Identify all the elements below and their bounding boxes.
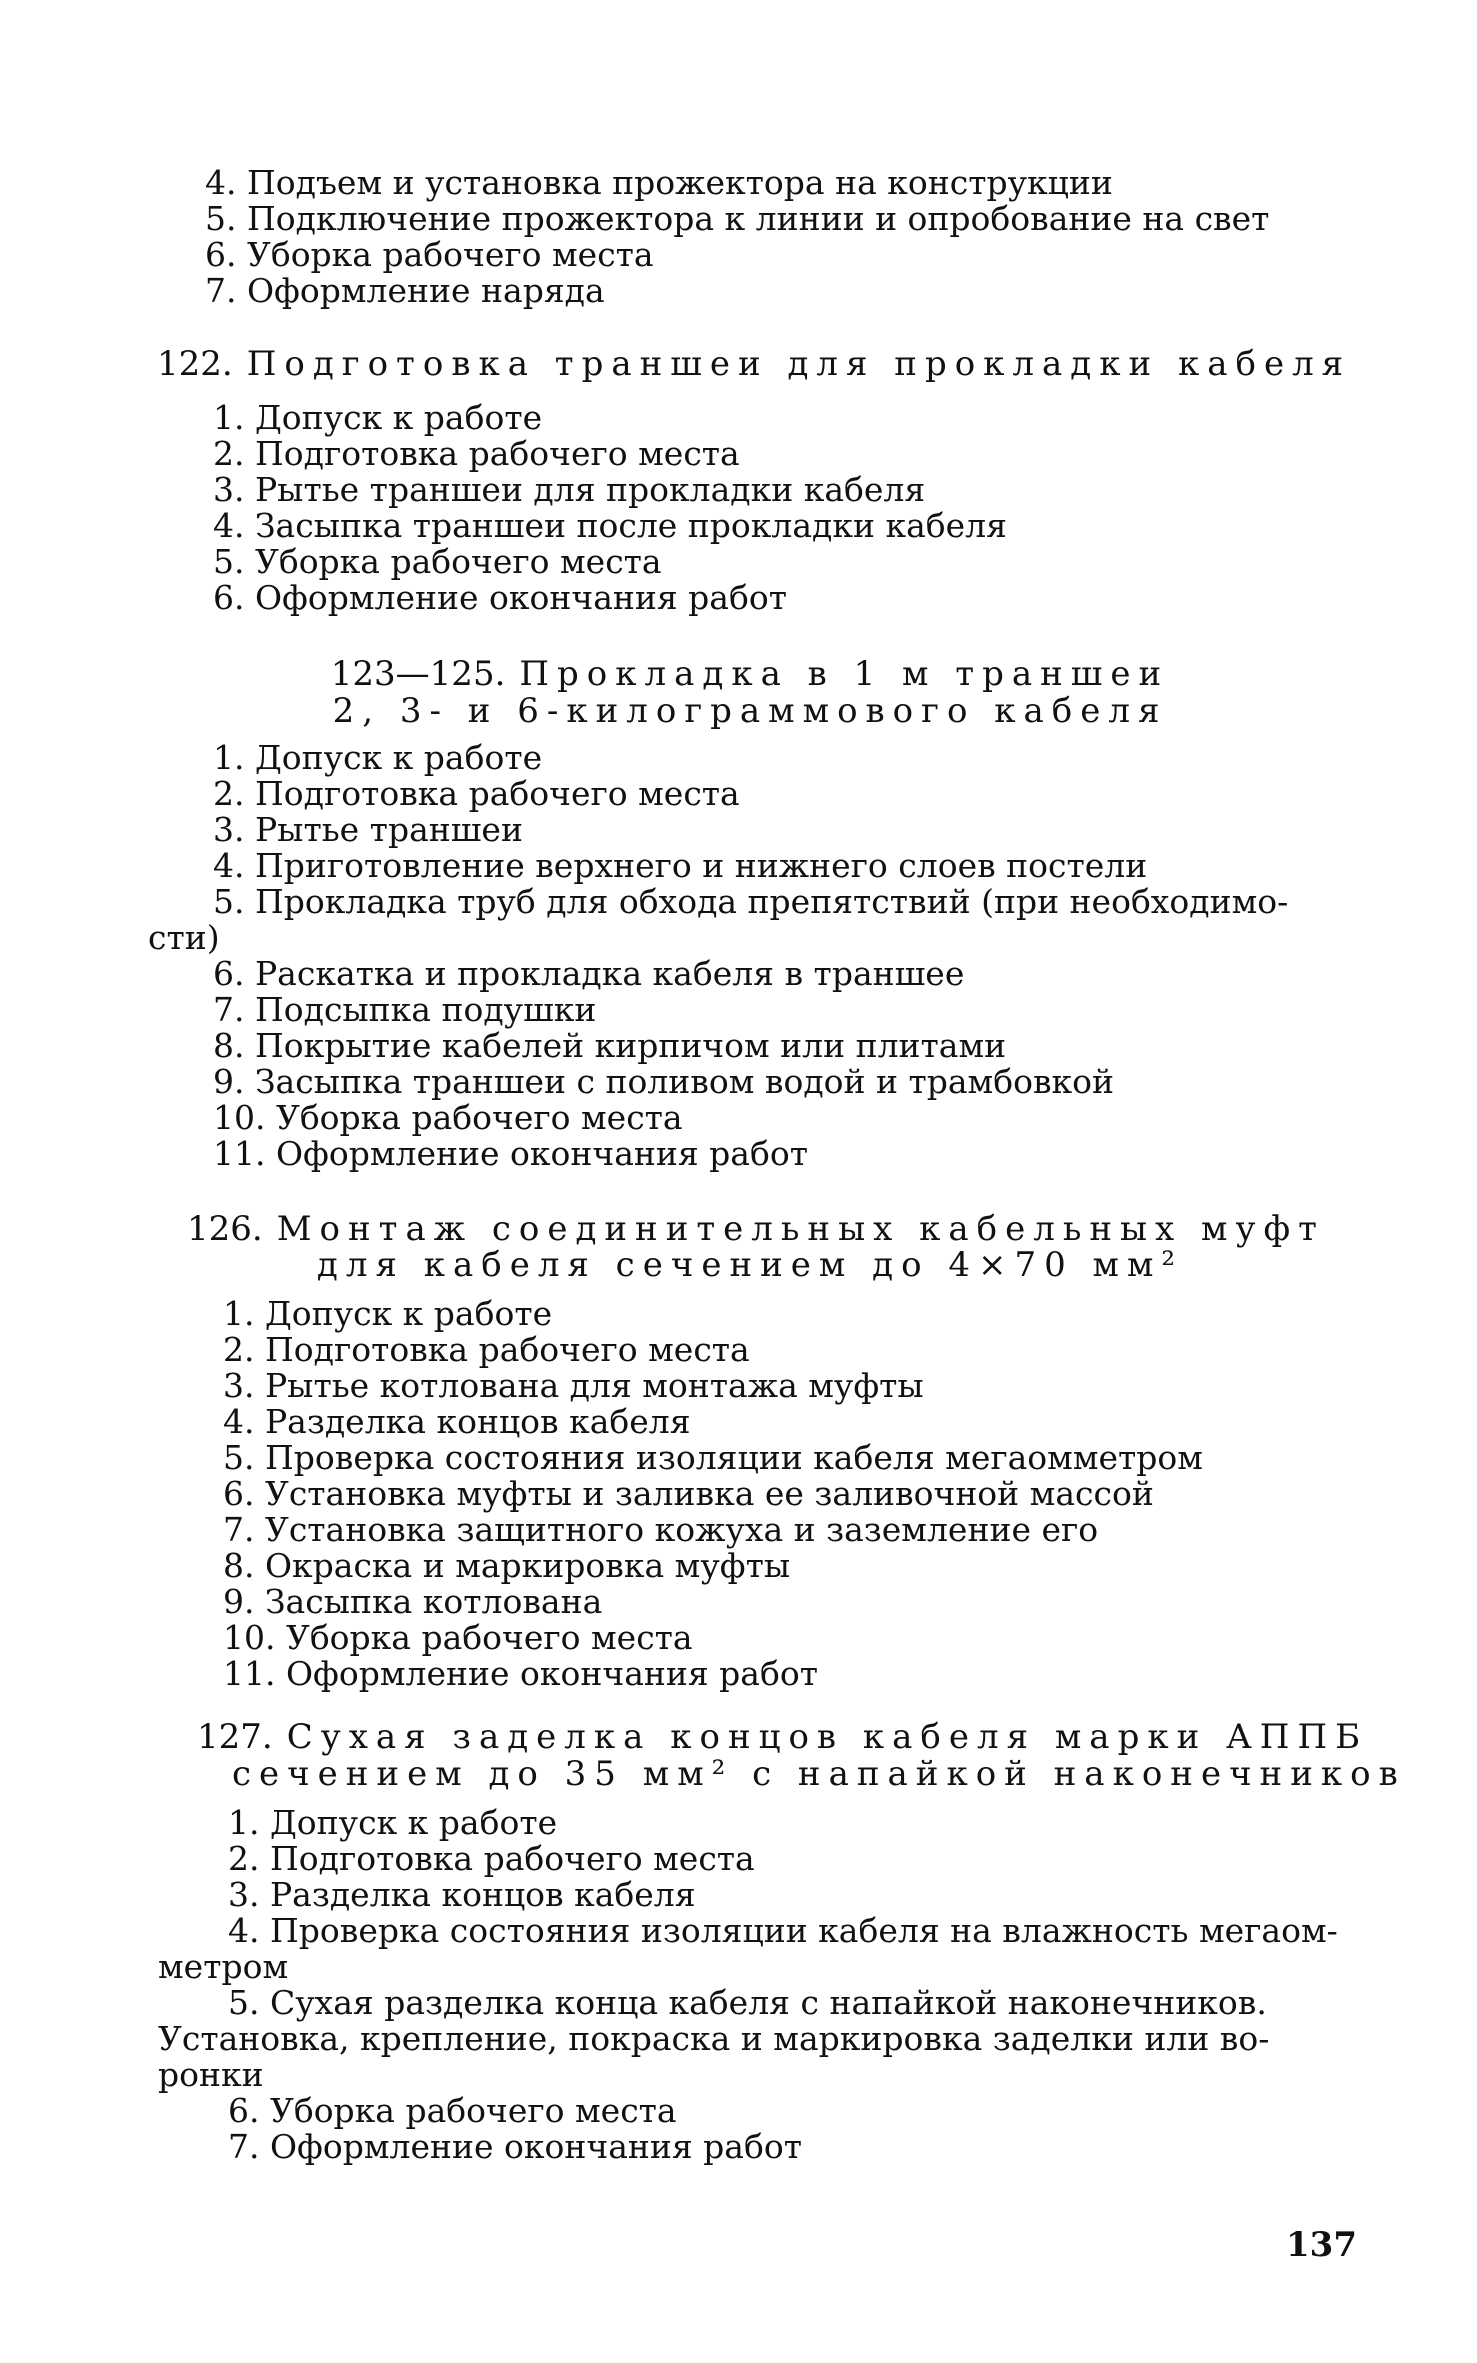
section-122-list [213,400,1007,616]
section-126-heading-line2 [180,1246,1320,1284]
list-item: 5. Прокладка труб для обхода препятствий (при необходимо- [213,882,1289,921]
list-item: 6. Установка муфты и заливка ее заливочной массой [223,1474,1154,1513]
list-item: 7. Подсыпка подушки [213,990,597,1029]
list-item: 3. Рытье траншеи для прокладки кабеля [213,470,926,509]
list-item: 4. Засыпка траншеи после прокладки кабеля [213,506,1007,545]
section-title: Подготовка траншеи для прокладки кабеля [246,344,1352,384]
section-123-list [148,738,1289,1173]
list-item: 2. Подготовка рабочего места [213,774,740,813]
page-number: 137 [1286,2225,1357,2265]
list-item: 4. Подъем и установка прожектора на конструкции [205,163,1113,202]
list-item: 2. Подготовка рабочего места [223,1330,750,1369]
section-title-line1: Прокладка в 1 м траншеи [519,654,1170,694]
list-item: 3. Разделка концов кабеля [228,1875,696,1914]
section-title-line2: сечением до 35 мм² с напайкой наконечников [232,1754,1406,1794]
list-item: 7. Оформление окончания работ [228,2127,802,2166]
list-item-continuation: ронки [158,2055,264,2094]
list-item: 9. Засыпка котлована [223,1582,603,1621]
list-item: 4. Проверка состояния изоляции кабеля на влажность мегаом- [228,1911,1338,1950]
list-item: 3. Рытье траншеи [213,810,523,849]
list-item: 8. Окраска и маркировка муфты [223,1546,791,1585]
list-item: 6. Уборка рабочего места [205,235,654,274]
list-item: 6. Уборка рабочего места [228,2091,677,2130]
section-title-line2: для кабеля сечением до 4×70 мм² [316,1245,1184,1285]
list-item: 5. Сухая разделка конца кабеля с напайкой наконечников. [228,1983,1267,2022]
list-item: 3. Рытье котлована для монтажа муфты [223,1366,924,1405]
list-item: 6. Оформление окончания работ [213,578,787,617]
list-item: 4. Разделка концов кабеля [223,1402,691,1441]
list-item: 8. Покрытие кабелей кирпичом или плитами [213,1026,1007,1065]
list-item: 7. Установка защитного кожуха и заземление его [223,1510,1099,1549]
section-number: 123—125. [330,654,506,694]
section-122-heading [157,345,1351,383]
section-127-list [158,1803,1353,2166]
list-item: 11. Оформление окончания работ [213,1134,808,1173]
section-title-line1: Сухая заделка концов кабеля марки АППБ [286,1717,1369,1757]
list-item: 10. Уборка рабочего места [223,1618,693,1657]
list-item: 6. Раскатка и прокладка кабеля в траншее [213,954,965,993]
section-number: 126. [187,1209,263,1249]
section-123-heading [180,655,1320,693]
section-number: 122. [157,344,233,384]
list-item: 1. Допуск к работе [213,398,543,437]
list-item: 2. Подготовка рабочего места [228,1839,755,1878]
list-item: 4. Приготовление верхнего и нижнего слоев постели [213,846,1148,885]
list-item-continuation: метром [158,1947,289,1986]
list-item: 7. Оформление наряда [205,271,605,310]
list-item: 11. Оформление окончания работ [223,1654,818,1693]
list-item: 5. Уборка рабочего места [213,542,662,581]
section-127-heading [197,1718,1368,1756]
section-126-heading [187,1210,1325,1248]
section-title-line2: 2, 3- и 6-килограммового кабеля [332,691,1168,731]
list-item-continuation: сти) [148,918,220,957]
section-number: 127. [197,1717,273,1757]
list-item: 1. Допуск к работе [228,1803,558,1842]
list-continuation [205,165,1269,309]
section-123-heading-line2 [180,692,1320,730]
list-item: 10. Уборка рабочего места [213,1098,683,1137]
list-item-continuation: Установка, крепление, покраска и маркировка заделки или во- [158,2019,1270,2058]
list-item: 1. Допуск к работе [213,738,543,777]
list-item: 5. Подключение прожектора к линии и опробование на свет [205,199,1270,238]
section-127-heading-line2 [232,1755,1406,1793]
list-item: 2. Подготовка рабочего места [213,434,740,473]
list-item: 9. Засыпка траншеи с поливом водой и трамбовкой [213,1062,1115,1101]
section-title-line1: Монтаж соединительных кабельных муфт [276,1209,1325,1249]
list-item: 1. Допуск к работе [223,1294,553,1333]
list-item: 5. Проверка состояния изоляции кабеля мегаомметром [223,1438,1203,1477]
section-126-list [223,1296,1203,1692]
